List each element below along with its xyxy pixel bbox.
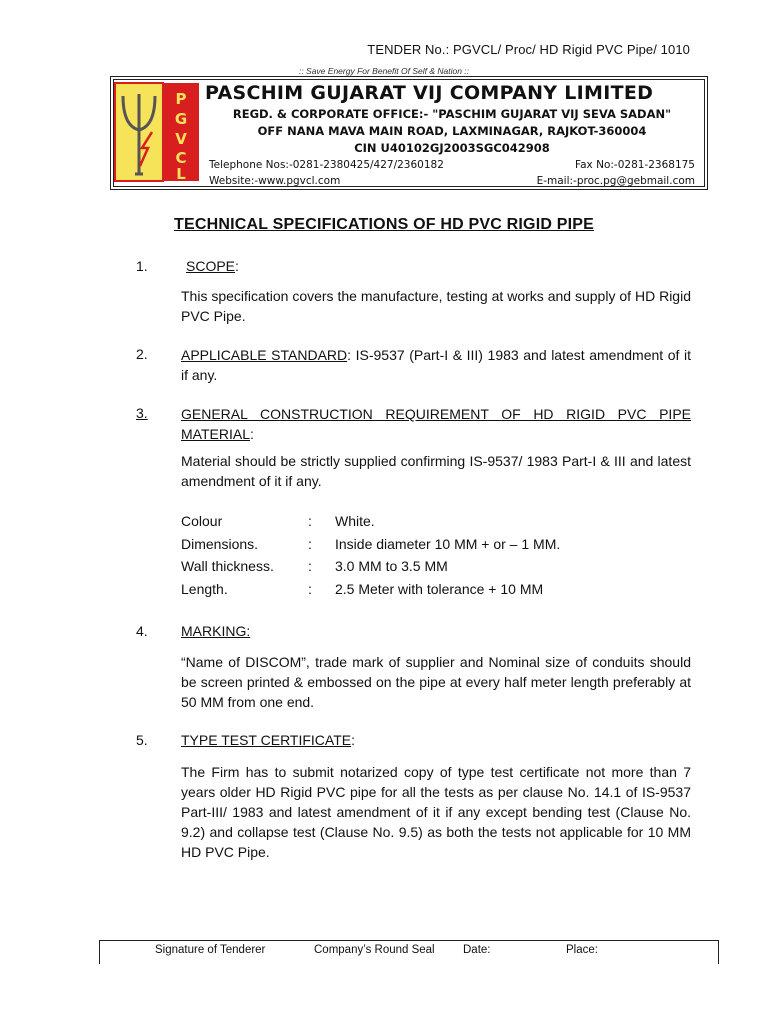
signature-footer bbox=[99, 940, 719, 964]
section-5-body: The Firm has to submit notarized copy of type test certificate not more than 7 years older HD Rigid PVC pipe for all the tests as per clause No. 14.1 of IS-9537 Part-III/ 1983 and latest amendment of it if any except bending test (Clause No. 9.2) and collapse test (Clause No. 9.5) as both the tests not applicable for 10 MM HD PVC Pipe. bbox=[181, 764, 691, 860]
property-row bbox=[181, 533, 560, 556]
tender-number: TENDER No.: PGVCL/ Proc/ HD Rigid PVC Pipe/ 1010 bbox=[367, 42, 690, 57]
address-line: OFF NANA MAVA MAIN ROAD, LAXMINAGAR, RAJKOT-360004 bbox=[257, 124, 647, 138]
document-title: TECHNICAL SPECIFICATIONS OF HD PVC RIGID PIPE bbox=[174, 216, 594, 233]
web-email-row bbox=[209, 173, 695, 189]
section-2-text: IS-9537 (Part-I & III) 1983 and latest amendment of it if any. bbox=[181, 347, 691, 383]
website: Website:-www.pgvcl.com bbox=[209, 175, 341, 187]
property-label: Dimensions. bbox=[181, 535, 259, 552]
property-row bbox=[181, 510, 560, 533]
property-label: Colour bbox=[181, 513, 223, 529]
logo-letter-l: L bbox=[176, 165, 186, 182]
section-4-number: 4. bbox=[136, 623, 148, 639]
section-5-colon: : bbox=[351, 732, 355, 748]
phone-fax-row bbox=[209, 157, 695, 173]
section-1-title: SCOPE bbox=[186, 258, 236, 274]
logo-letter-p: P bbox=[175, 90, 187, 108]
logo-letter-v: V bbox=[175, 130, 187, 148]
section-4-body: “Name of DISCOM”, trade mark of supplier and Nominal size of conduits should be screen printed & embossed on the pipe at every half meter length preferably at 50 MM from one end. bbox=[181, 654, 691, 710]
date-label: Date: bbox=[463, 944, 491, 956]
logo-letter-c: C bbox=[175, 149, 187, 167]
property-value: White. bbox=[335, 513, 375, 529]
property-separator: : bbox=[308, 513, 312, 529]
property-value: 3.0 MM to 3.5 MM bbox=[335, 558, 448, 574]
email: E-mail:-proc.pg@gebmail.com bbox=[536, 175, 695, 187]
property-label: Wall thickness. bbox=[181, 558, 274, 574]
section-3-title: GENERAL CONSTRUCTION REQUIREMENT OF HD RIGID PVC PIPE MATERIAL bbox=[181, 406, 691, 442]
property-row bbox=[181, 578, 560, 601]
section-1-body: This specification covers the manufacture, testing at works and supply of HD Rigid PVC Pipe. bbox=[181, 288, 691, 324]
property-separator: : bbox=[308, 558, 312, 574]
registered-office: REGD. & CORPORATE OFFICE:- "PASCHIM GUJARAT VIJ SEVA SADAN" bbox=[232, 107, 672, 121]
letterhead bbox=[110, 76, 708, 190]
telephone: Telephone Nos:-0281-2380425/427/2360182 bbox=[209, 159, 444, 171]
company-round-seal: Company’s Round Seal bbox=[314, 944, 435, 956]
property-separator: : bbox=[308, 580, 312, 597]
section-3-colon: : bbox=[249, 426, 254, 442]
section-3-number: 3. bbox=[136, 405, 148, 421]
section-2-body bbox=[181, 345, 691, 385]
section-1-colon: : bbox=[235, 258, 239, 274]
section-4-title: MARKING: bbox=[181, 623, 251, 639]
properties-table bbox=[181, 510, 560, 600]
property-label: Length. bbox=[181, 580, 228, 597]
property-value: 2.5 Meter with tolerance + 10 MM bbox=[335, 580, 544, 597]
section-2-colon: : bbox=[347, 347, 352, 363]
company-name: PASCHIM GUJARAT VIJ COMPANY LIMITED bbox=[205, 82, 654, 104]
section-3-heading bbox=[181, 404, 691, 444]
section-5-heading bbox=[181, 732, 355, 748]
signature-of-tenderer: Signature of Tenderer bbox=[155, 944, 266, 956]
cin-number: CIN U40102GJ2003SGC042908 bbox=[354, 141, 550, 155]
section-2-number: 2. bbox=[136, 346, 148, 362]
section-3-body: Material should be strictly supplied confirming IS-9537/ 1983 Part-I & III and latest amendment of it if any. bbox=[181, 453, 691, 489]
logo-letter-g: G bbox=[174, 110, 188, 128]
property-separator: : bbox=[308, 535, 312, 552]
section-1-heading bbox=[186, 258, 239, 274]
property-value: Inside diameter 10 MM + or – 1 MM. bbox=[335, 535, 561, 552]
place-label: Place: bbox=[566, 944, 598, 956]
section-5-title: TYPE TEST CERTIFICATE bbox=[181, 732, 352, 748]
motto: :: Save Energy For Benefit Of Self & Nation :: bbox=[298, 66, 470, 76]
section-5-number: 5. bbox=[136, 732, 148, 748]
fax: Fax No:-0281-2368175 bbox=[575, 159, 695, 171]
property-row bbox=[181, 555, 560, 578]
pgvcl-logo-icon bbox=[114, 82, 200, 182]
section-1-number: 1. bbox=[136, 258, 148, 274]
company-block bbox=[205, 82, 695, 189]
section-2-title: APPLICABLE STANDARD bbox=[181, 347, 348, 363]
